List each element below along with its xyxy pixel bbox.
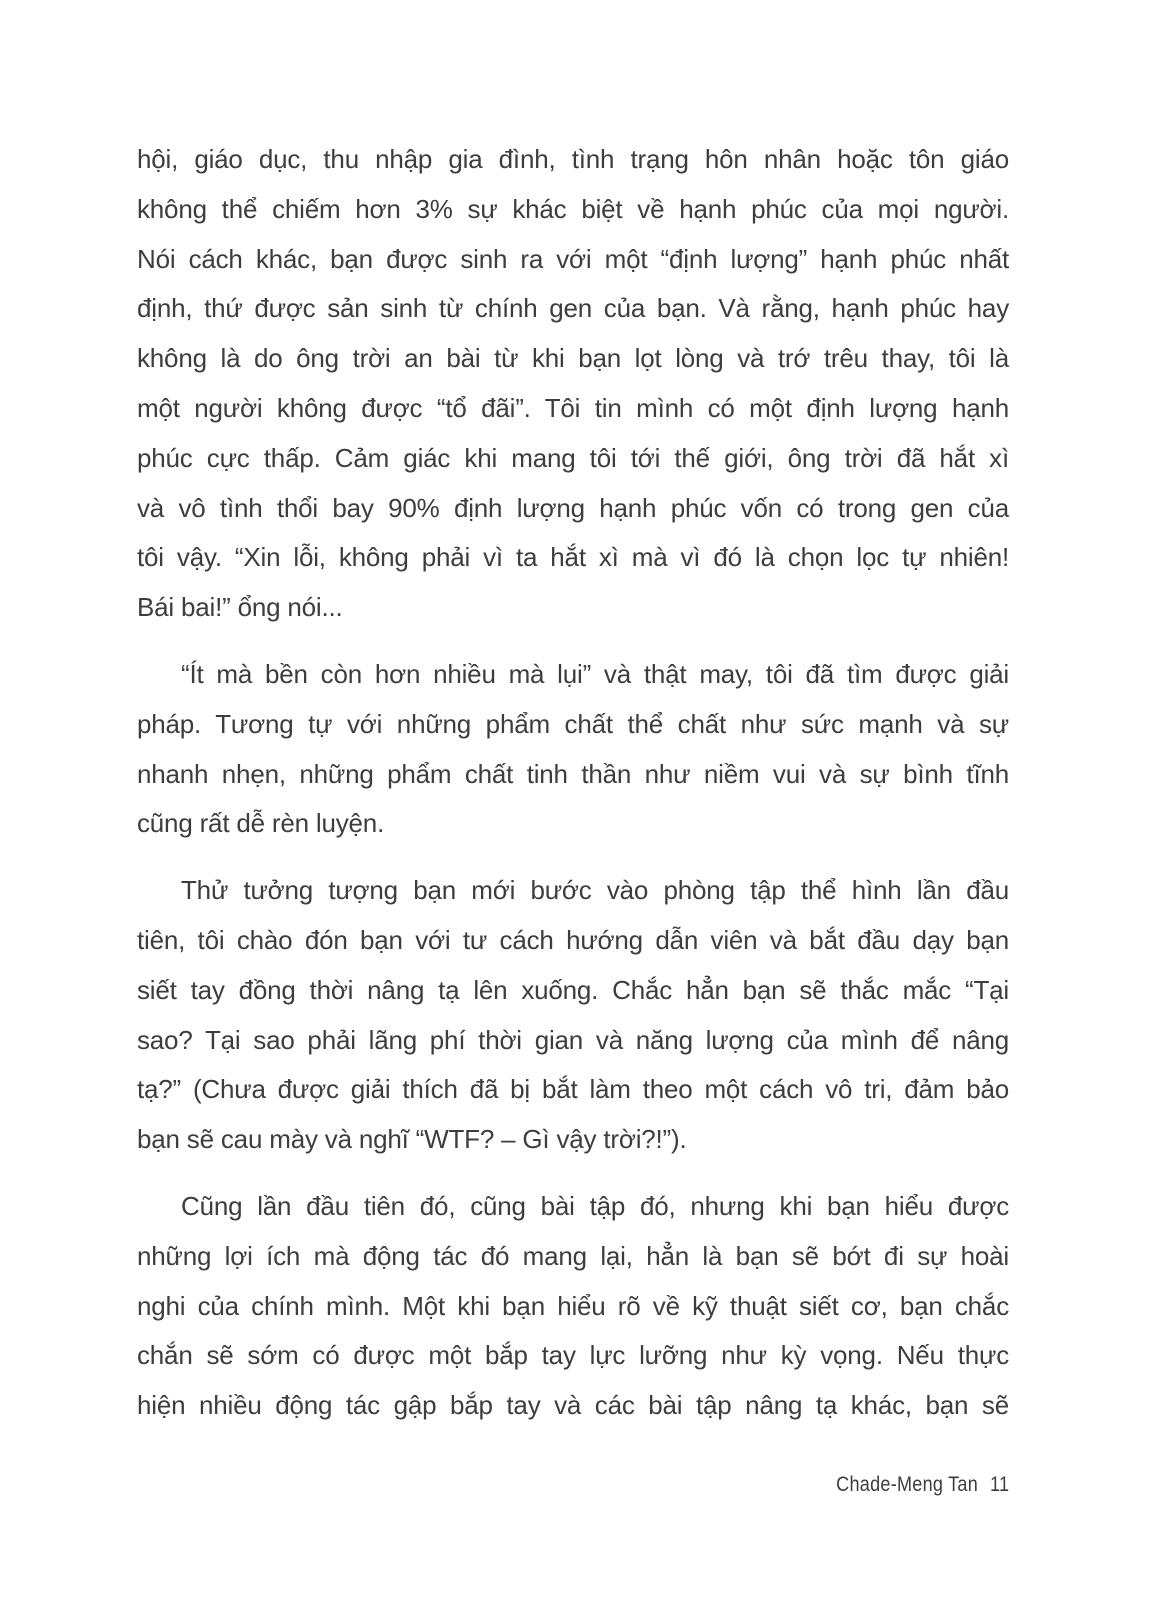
paragraph: [137, 866, 1009, 1165]
footer-author: Chade-Meng Tan: [835, 1473, 978, 1496]
text-line: Bái bai!” ổng nói...: [137, 592, 343, 623]
text-line: tiên, tôi chào đón bạn với tư cách hướng dẫn viên và bắt đầu dạy bạn: [137, 924, 1009, 955]
text-line: siết tay đồng thời nâng tạ lên xuống. Chắc hẳn bạn sẽ thắc mắc “Tại: [137, 974, 1009, 1005]
text-line: định, thứ được sản sinh từ chính gen của bạn. Và rằng, hạnh phúc hay: [137, 293, 1009, 324]
paragraph: [137, 1182, 1009, 1431]
text-line: hội, giáo dục, thu nhập gia đình, tình trạng hôn nhân hoặc tôn giáo: [137, 144, 1009, 174]
text-line: phúc cực thấp. Cảm giác khi mang tôi tới thế giới, ông trời đã hắt xì: [137, 442, 1009, 473]
text-line: nghi của chính mình. Một khi bạn hiểu rõ về kỹ thuật siết cơ, bạn chắc: [137, 1290, 1009, 1321]
text-line: “Ít mà bền còn hơn nhiều mà lụi” và thật may, tôi đã tìm được giải: [181, 658, 1009, 689]
text-line: cũng rất dễ rèn luyện.: [137, 808, 385, 839]
text-line: tạ?” (Chưa được giải thích đã bị bắt làm theo một cách vô tri, đảm bảo: [137, 1074, 1009, 1105]
text-line: một người không được “tổ đãi”. Tôi tin mình có một định lượng hạnh: [137, 392, 1009, 423]
text-line: tôi vậy. “Xin lỗi, không phải vì ta hắt xì mà vì đó là chọn lọc tự nhiên!: [137, 542, 1009, 573]
text-line: pháp. Tương tự với những phẩm chất thể chất như sức mạnh và sự: [137, 708, 1009, 739]
text-line: chắn sẽ sớm có được một bắp tay lực lưỡng như kỳ vọng. Nếu thực: [137, 1340, 1009, 1371]
text-line: nhanh nhẹn, những phẩm chất tinh thần như niềm vui và sự bình tĩnh: [137, 758, 1009, 789]
page-footer: [836, 1472, 1009, 1498]
text-line: không là do ông trời an bài từ khi bạn lọt lòng và trớ trêu thay, tôi là: [137, 343, 1009, 374]
text-block: [137, 135, 1009, 1431]
text-line: bạn sẽ cau mày và nghĩ “WTF? – Gì vậy trời?!”).: [137, 1124, 687, 1155]
text-line: Nói cách khác, bạn được sinh ra với một “định lượng” hạnh phúc nhất: [137, 243, 1009, 274]
paragraph: [137, 135, 1009, 633]
text-line: hiện nhiều động tác gập bắp tay và các bài tập nâng tạ khác, bạn sẽ: [137, 1390, 1009, 1421]
text-line: và vô tình thổi bay 90% định lượng hạnh phúc vốn có trong gen của: [137, 492, 1009, 523]
paragraph: [137, 650, 1009, 849]
page-number: 11: [989, 1473, 1009, 1496]
text-line: Cũng lần đầu tiên đó, cũng bài tập đó, nhưng khi bạn hiểu được: [181, 1190, 1009, 1221]
text-line: Thử tưởng tượng bạn mới bước vào phòng tập thể hình lần đầu: [181, 875, 1009, 906]
text-line: không thể chiếm hơn 3% sự khác biệt về hạnh phúc của mọi người.: [137, 193, 1009, 224]
text-line: sao? Tại sao phải lãng phí thời gian và năng lượng của mình để nâng: [137, 1024, 1009, 1055]
text-line: những lợi ích mà động tác đó mang lại, hẳn là bạn sẽ bớt đi sự hoài: [137, 1240, 1009, 1271]
